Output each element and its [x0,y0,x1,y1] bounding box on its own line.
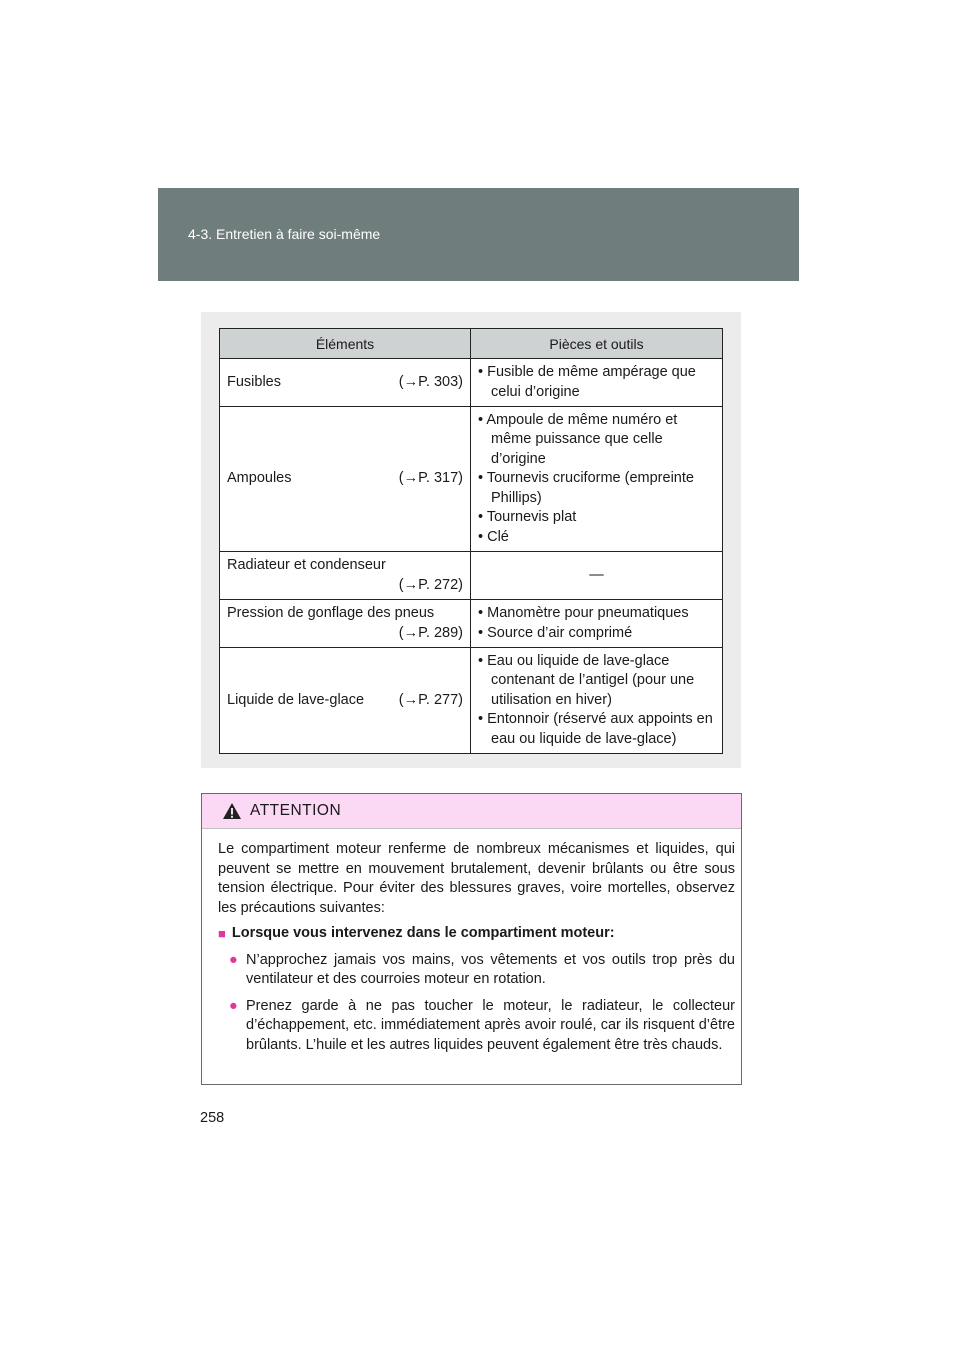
page-reference: (→P. 289) [398,624,463,641]
table-row [220,552,723,600]
tool-item: • Manomètre pour pneumatiques [478,604,715,624]
section-title: 4-3. Entretien à faire soi-même [188,226,381,242]
table-row [220,600,723,648]
page-reference: (→P. 277) [398,691,463,708]
element-name: Pression de gonflage des pneus [227,605,435,621]
tools-cell [471,407,723,552]
page-number: 258 [200,1110,225,1126]
tool-item: • Tournevis cruciforme (empreinte Phillips) [478,469,715,508]
table-row [220,359,723,407]
tool-item: • Eau ou liquide de lave-glace contenant de l’antigel (pour une utilisation en hiver) [478,652,715,711]
table-row [220,648,723,754]
tool-item: • Tournevis plat [478,508,715,528]
element-name: Radiateur et condenseur [227,557,386,573]
tool-item: • Clé [478,528,715,548]
tools-cell [471,648,723,754]
element-cell [220,407,471,552]
page-reference: (→P. 303) [398,373,463,390]
tools-cell [471,552,723,600]
column-header-elements: Éléments [220,329,471,359]
tools-cell [471,359,723,407]
element-name: Liquide de lave-glace [227,691,365,708]
table-row [220,407,723,552]
attention-intro: Le compartiment moteur renferme de nombreux mécanismes et liquides, qui peuvent se mettre en mouvement brutalement, devenir brûlants ou être sous tension électrique. Pour éviter des blessures graves, voire mortelles, observez les précautions suivantes: [218,841,735,916]
section-header-band [158,188,799,281]
element-cell [220,552,471,600]
page-reference: (→P. 317) [398,470,463,487]
attention-bullet [218,997,735,1056]
tool-item: • Source d’air comprimé [478,624,715,644]
attention-title: ATTENTION [250,802,342,819]
tool-item: • Entonnoir (réservé aux appoints en eau ou liquide de lave-glace) [478,710,715,749]
circle-bullet-icon: ● [229,997,238,1014]
element-cell [220,359,471,407]
attention-subheading [218,924,735,944]
element-cell [220,648,471,754]
parts-tools-table [219,328,723,754]
tool-item: • Ampoule de même numéro et même puissance que celle d’origine [478,411,715,470]
tools-cell [471,600,723,648]
attention-box [201,793,742,1085]
page-reference: (→P. 272) [398,576,463,593]
element-name: Ampoules [227,470,292,487]
square-bullet-icon: ■ [218,926,226,941]
table-header-row [220,329,723,359]
attention-bullet [218,951,735,990]
bullet-text: Prenez garde à ne pas toucher le moteur, le radiateur, le collecteur d’échappement, etc. immédiatement après avoir roulé, car ils risquent d’être brûlants. L’huile et les autres liquides peuvent également être très chauds. [246,997,735,1053]
attention-body [202,829,741,1055]
no-tools-dash: — [589,566,604,583]
warning-triangle-icon [222,802,242,820]
tool-item: • Fusible de même ampérage que celui d’origine [478,363,715,402]
element-cell [220,600,471,648]
subheading-text: Lorsque vous intervenez dans le compartiment moteur: [231,925,615,941]
element-name: Fusibles [227,373,281,390]
bullet-text: N’approchez jamais vos mains, vos vêtements et vos outils trop près du ventilateur et des courroies moteur en rotation. [246,951,735,987]
column-header-tools: Pièces et outils [471,329,723,359]
circle-bullet-icon: ● [229,951,238,968]
attention-header [202,794,741,829]
